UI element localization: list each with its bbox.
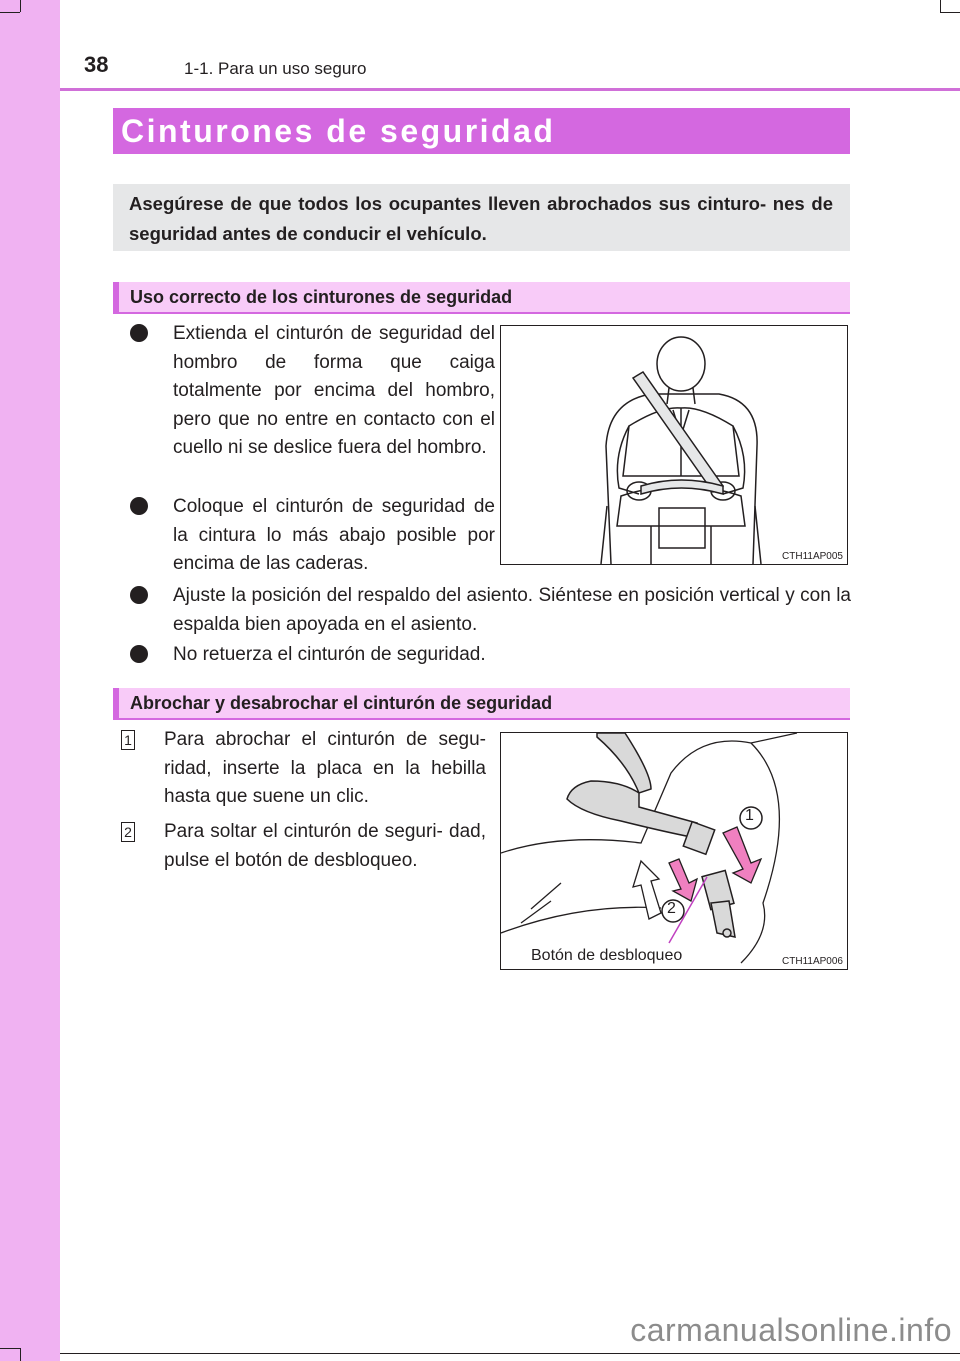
crop-mark xyxy=(20,0,21,12)
crop-mark xyxy=(940,0,941,12)
list-item-text: Extienda el cinturón de seguridad del hombro de forma que caiga totalmente por encima del hombro, pero que no entre en contacto con el cuello ni se deslice fuera del hombro. xyxy=(173,323,495,459)
watermark: carmanualsonline.info xyxy=(630,1312,952,1348)
step-number: 2 xyxy=(121,822,135,842)
crop-mark xyxy=(0,12,20,13)
list-item-text: Ajuste la posición del respaldo del asiento. Siéntese en posición vertical y con la espalda bien apoyada en el asiento. xyxy=(173,585,851,635)
header-divider xyxy=(60,88,960,91)
callout-1: 1 xyxy=(745,807,754,824)
crop-mark xyxy=(940,12,960,13)
intro-box xyxy=(113,184,850,251)
section-heading-text: Uso correcto de los cinturones de seguridad xyxy=(130,287,513,307)
step-text: Para abrochar el cinturón de segu- ridad, inserte la placa en la hebilla hasta que suene un clic. xyxy=(164,729,486,808)
release-button-label: Botón de desbloqueo xyxy=(531,947,683,964)
step-text: Para soltar el cinturón de seguri- dad, pulse el botón de desbloqueo. xyxy=(164,821,486,871)
figure-buckle xyxy=(500,732,848,970)
figure-code: CTH11AP005 xyxy=(782,551,843,562)
buckle-illustration xyxy=(501,733,847,969)
left-color-band xyxy=(0,0,60,1361)
section-heading-text: Abrochar y desabrochar el cinturón de seguridad xyxy=(130,693,553,713)
page-number: 38 xyxy=(84,52,109,77)
callout-2: 2 xyxy=(667,900,676,917)
crop-mark xyxy=(20,1348,21,1361)
list-item-text: Coloque el cinturón de seguridad de la cintura lo más abajo posible por encima de las caderas. xyxy=(173,496,495,575)
page-title: Cinturones de seguridad xyxy=(121,113,556,149)
figure-code: CTH11AP006 xyxy=(782,956,843,967)
section-heading-fasten xyxy=(113,688,850,720)
seated-occupant-illustration xyxy=(501,326,847,564)
section-reference: 1-1. Para un uso seguro xyxy=(184,59,367,78)
intro-text: Asegúrese de que todos los ocupantes lleven abrochados sus cinturo- nes de seguridad antes de conducir el vehículo. xyxy=(129,193,833,244)
bullet-icon xyxy=(130,497,148,515)
figure-seated-occupant xyxy=(500,325,848,565)
page-title-bar xyxy=(113,108,850,154)
bullet-icon xyxy=(130,645,148,663)
footer-rule xyxy=(60,1353,960,1354)
list-item-text: No retuerza el cinturón de seguridad. xyxy=(173,644,486,665)
bullet-icon xyxy=(130,324,148,342)
step-number: 1 xyxy=(121,730,135,750)
section-heading-correct-use xyxy=(113,282,850,314)
bullet-icon xyxy=(130,586,148,604)
crop-mark xyxy=(0,1348,20,1349)
